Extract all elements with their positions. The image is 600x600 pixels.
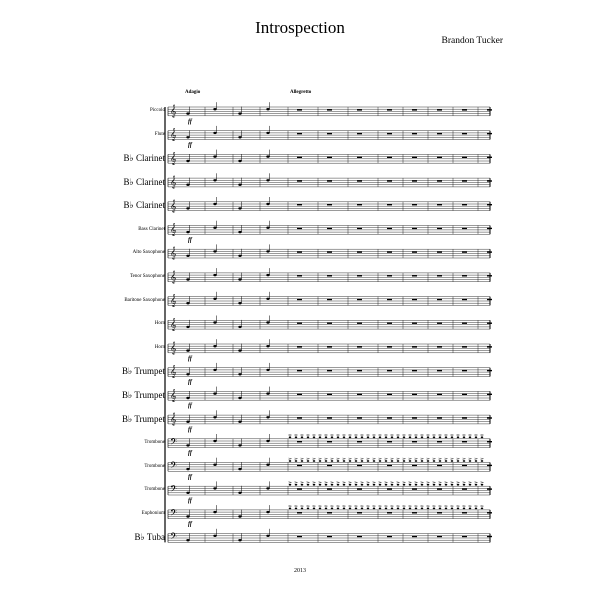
- instrument-label: Euphonium: [141, 510, 165, 516]
- treble-clef-icon: 𝄞: [170, 199, 177, 213]
- composer-name: Brandon Tucker: [441, 36, 503, 46]
- treble-clef-icon: 𝄞: [170, 223, 177, 236]
- staff-3: [168, 150, 492, 165]
- treble-clef-icon: 𝄞: [170, 341, 177, 355]
- staff-18: [168, 505, 492, 520]
- treble-clef-icon: 𝄞: [170, 270, 177, 284]
- dynamic-marking: ff: [188, 498, 192, 504]
- instrument-label: Horn: [154, 321, 165, 327]
- instrument-label: B♭ Clarinet: [123, 176, 165, 187]
- treble-clef-icon: 𝄞: [170, 365, 177, 379]
- score-year: 2013: [294, 568, 306, 574]
- dynamic-marking: ff: [188, 237, 192, 244]
- staff-4: [168, 173, 492, 188]
- staff-13: [168, 387, 492, 402]
- dynamic-marking: ff: [188, 426, 192, 433]
- dynamic-marking: ff: [188, 474, 192, 481]
- staff-12: [168, 363, 492, 378]
- treble-clef-icon: 𝄞: [170, 104, 177, 118]
- instrument-label: Bass Clarinet: [138, 226, 165, 232]
- staff-7: [168, 244, 492, 259]
- instrument-label: B♭ Tuba: [134, 532, 165, 543]
- treble-clef-icon: 𝄞: [170, 294, 177, 308]
- bass-clef-icon: 𝄢: [170, 531, 178, 545]
- instrument-label: B♭ Clarinet: [123, 152, 165, 163]
- treble-clef-icon: 𝄞: [170, 246, 177, 260]
- staff-8: [168, 268, 492, 283]
- treble-clef-icon: 𝄞: [170, 151, 177, 165]
- instrument-label: Horn: [154, 345, 165, 350]
- instrument-label: Flute: [154, 131, 165, 137]
- score-title: Introspection: [255, 18, 345, 37]
- bass-clef-icon: 𝄢: [170, 436, 178, 450]
- staff-2: [168, 126, 492, 141]
- bass-clef-icon: 𝄢: [170, 460, 178, 473]
- treble-clef-icon: 𝄞: [170, 128, 177, 142]
- instrument-label: Trombone: [144, 439, 165, 445]
- tempo-marking-adagio: Adagio: [185, 90, 201, 95]
- instrument-label: Tenor Saxophone: [129, 273, 165, 279]
- staff-16: [168, 458, 492, 473]
- staff-17: [168, 481, 492, 496]
- staff-19: [168, 529, 492, 544]
- instrument-label: B♭ Clarinet: [123, 200, 165, 211]
- dynamic-marking: ff: [188, 450, 192, 457]
- instrument-label: Trombone: [144, 487, 165, 493]
- treble-clef-icon: 𝄞: [170, 412, 177, 426]
- staff-11: [168, 339, 492, 354]
- tempo-marking-allegretto: Allegretto: [290, 90, 312, 95]
- treble-clef-icon: 𝄞: [170, 175, 177, 189]
- instrument-label: B♭ Trumpet: [121, 389, 165, 400]
- staff-9: [168, 292, 492, 307]
- dynamic-marking: ff: [188, 142, 192, 149]
- staff-14: [168, 410, 492, 425]
- bass-clef-icon: 𝄢: [170, 507, 178, 521]
- staff-1: [168, 102, 492, 117]
- staff-5: [168, 197, 492, 212]
- bass-clef-icon: 𝄢: [170, 483, 178, 497]
- dynamic-marking: ff: [188, 403, 192, 410]
- dynamic-marking: ff: [188, 521, 192, 528]
- treble-clef-icon: 𝄞: [170, 317, 177, 331]
- dynamic-marking: ff: [188, 355, 192, 362]
- dynamic-marking: ff: [188, 379, 192, 386]
- instrument-label: Trombone: [144, 463, 165, 469]
- dynamic-marking: ff: [188, 118, 192, 125]
- treble-clef-icon: 𝄞: [170, 388, 177, 402]
- instrument-label: Alto Saxophone: [132, 250, 165, 256]
- staff-6: [168, 221, 492, 236]
- instrument-label: B♭ Trumpet: [121, 366, 165, 377]
- instrument-label: Piccolo: [150, 108, 165, 113]
- instrument-label: B♭ Trumpet: [121, 413, 165, 424]
- instrument-label: Baritone Saxophone: [124, 297, 165, 303]
- staff-10: [168, 316, 492, 331]
- staff-15: [168, 434, 492, 449]
